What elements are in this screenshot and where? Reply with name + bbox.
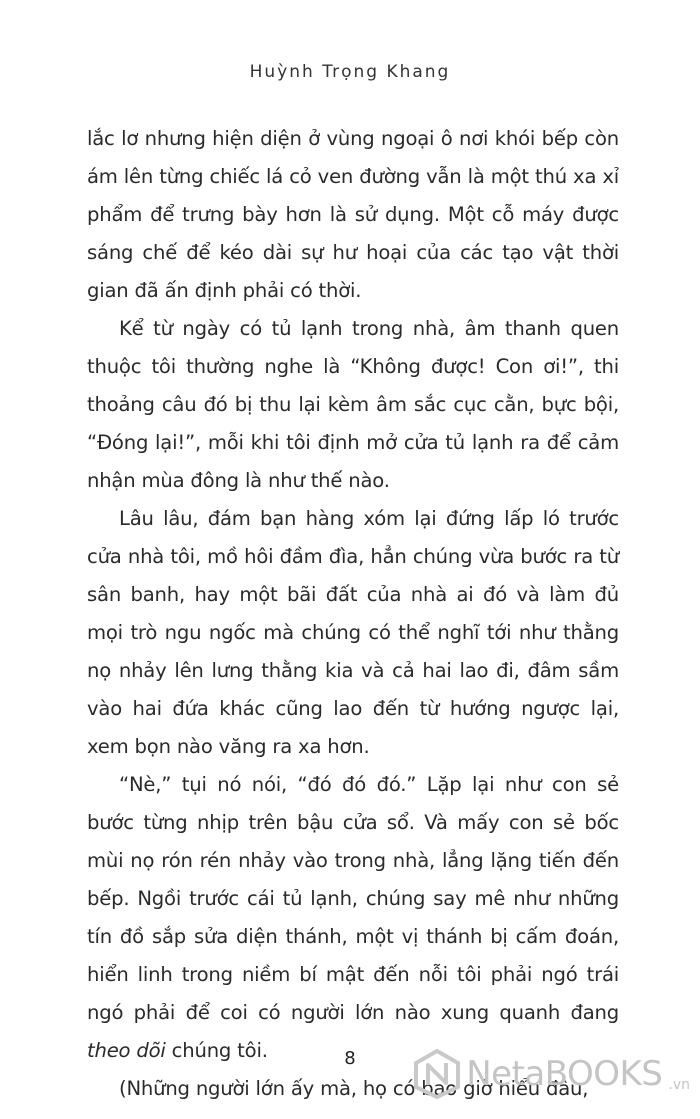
netabooks-logo-icon [414, 1049, 460, 1099]
paragraph [87, 766, 619, 1070]
paragraph: (Những người lớn ấy mà, họ có bao giờ hiểu đâu, [119, 1077, 589, 1100]
watermark-brand: NetaBOOKS [466, 1054, 663, 1094]
paragraph-text: “Nè,” tụi nó nói, “đó đó đó.” Lặp lại như con sẻ bước từng nhịp trên bậu cửa sổ. Và mấy con sẻ bốc mùi nọ rón rén nhảy vào trong nhà, lẳng lặng tiến đến bếp. Ngồi trước cái tủ lạnh, chúng say mê như những tín đồ sắp sửa diện thánh, một vị thánh bị cấm đoán, hiển linh trong niềm bí mật đến nỗi tôi phải ngó trái ngó phải để coi có người lớn nào xung quanh đang [87, 773, 619, 1024]
page-number: 8 [344, 1048, 356, 1069]
watermark-suffix: .vn [668, 1077, 690, 1093]
running-head-author: Huỳnh Trọng Khang [249, 62, 451, 82]
body-text [87, 120, 619, 1108]
paragraph: Lâu lâu, đám bạn hàng xóm lại đứng lấp ló trước cửa nhà tôi, mồ hôi đầm đìa, hẳn chúng vừa bước ra từ sân banh, hay một bãi đất của nhà ai đó và làm đủ mọi trò ngu ngốc mà chúng có thể nghĩ tới như thằng nọ nhảy lên lưng thằng kia và cả hai lao đi, đâm sầm vào hai đứa khác cũng lao đến từ hướng ngược lại, xem bọn nào văng ra xa hơn. [87, 507, 619, 758]
emphasized-text: theo dõi [87, 1039, 166, 1062]
paragraph: lắc lơ nhưng hiện diện ở vùng ngoại ô nơi khói bếp còn ám lên từng chiếc lá cỏ ven đường vẫn là một thú xa xỉ phẩm để trưng bày hơn là sử dụng. Một cỗ máy được sáng chế để kéo dài sự hư hoại của các tạo vật thời gian đã ấn định phải có thời. [87, 127, 619, 302]
paragraph: Kể từ ngày có tủ lạnh trong nhà, âm thanh quen thuộc tôi thường nghe là “Không được! Con ơi!”, thi thoảng câu đó bị thu lại kèm âm sắc cục cằn, bực bội, “Đóng lại!”, mỗi khi tôi định mở cửa tủ lạnh ra để cảm nhận mùa đông là như thế nào. [87, 317, 619, 492]
paragraph-text: chúng tôi. [165, 1039, 268, 1062]
watermark [414, 1049, 690, 1099]
